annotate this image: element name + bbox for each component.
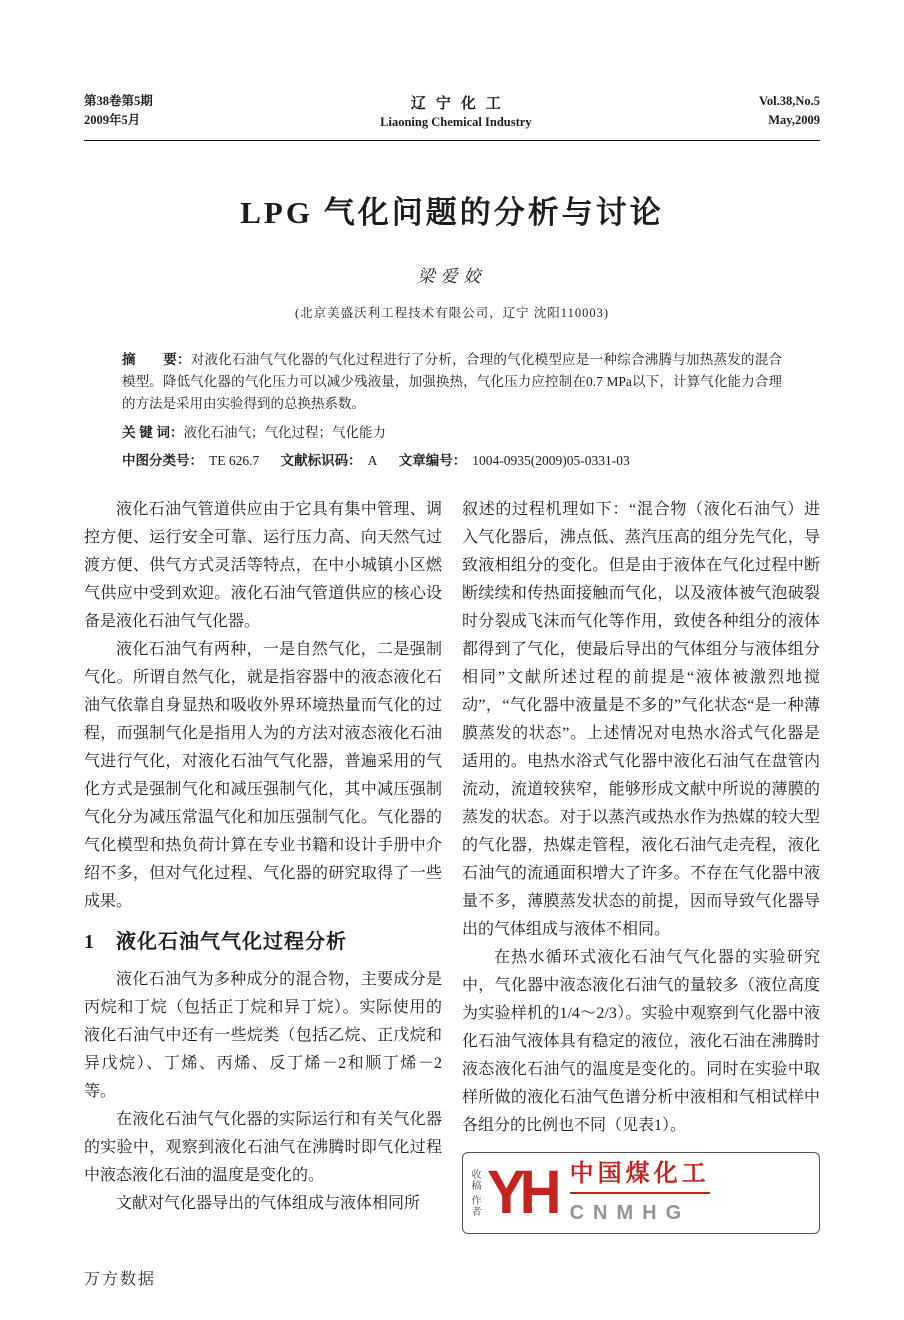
abstract-label: 摘 要： bbox=[122, 351, 191, 367]
left-column bbox=[84, 496, 442, 1234]
abstract-paragraph bbox=[122, 349, 782, 416]
body-paragraph: 液化石油气管道供应由于它具有集中管理、调控方便、运行安全可靠、运行压力高、向天然气过渡方便、供气方式灵活等特点，在中小城镇小区燃气供应中受到欢迎。液化石油气管道供应的核心设备是液化石油气气化器。 bbox=[84, 501, 442, 631]
clc-value: TE 626.7 bbox=[209, 452, 260, 468]
volume-issue-en: Vol.38,No.5 bbox=[758, 94, 820, 108]
cnmhg-logo-icon: YH bbox=[487, 1158, 556, 1227]
volume-issue-cn: 第38卷第5期 bbox=[84, 94, 153, 108]
body-paragraph: 文献对气化器导出的气体组成与液体相同所 bbox=[116, 1195, 421, 1213]
author-affiliation: (北京美盛沃利工程技术有限公司，辽宁 沈阳110003) bbox=[295, 305, 609, 320]
cnmhg-brand-cn: 中国煤化工 bbox=[570, 1160, 710, 1194]
wanfang-watermark: 万方数据 bbox=[84, 1271, 157, 1288]
journal-name-cn: 辽宁化工 bbox=[410, 96, 511, 112]
section-heading-1: 1 液化石油气气化过程分析 bbox=[84, 931, 347, 954]
header-rule bbox=[84, 140, 820, 141]
journal-name-en: Liaoning Chemical Industry bbox=[380, 115, 532, 129]
body-columns bbox=[84, 496, 820, 1234]
journal-header bbox=[84, 92, 820, 131]
author-name: 梁爱姣 bbox=[417, 266, 487, 286]
keywords-label: 关 键 词： bbox=[122, 424, 184, 440]
paper-title: LPG 气化问题的分析与讨论 bbox=[240, 194, 664, 230]
date-cn: 2009年5月 bbox=[84, 113, 141, 128]
doc-code-value: A bbox=[367, 452, 378, 468]
cnmhg-brand-en: CNMHG bbox=[569, 1201, 691, 1224]
abstract-text: 对液化石油气气化器的气化过程进行了分析，合理的气化模型应是一种综合沸腾与加热蒸发的混合模型。降低气化器的气化压力可以减少残液量，加强换热，气化压力应控制在0.7 MPa以下，计算气化能力合理的方法是采用由实验得到的总换热系数。 bbox=[122, 351, 783, 412]
body-paragraph: 在液化石油气气化器的实际运行和有关气化器的实验中，观察到液化石油气在沸腾时即气化过程中液态液化石油的温度是变化的。 bbox=[84, 1111, 442, 1185]
body-paragraph: 在热水循环式液化石油气气化器的实验研究中，气化器中液态液化石油气的量较多（液位高度为实验样机的1/4～2/3）。实验中观察到气化器中液化石油气液体具有稳定的液位，液化石油在沸腾时液态液化石油气的温度是变化的。同时在实验中取样所做的液化石油气色谱分析中液相和气相试样中各组分的比例也不同（见表1）。 bbox=[462, 949, 820, 1135]
date-en: May,2009 bbox=[768, 113, 820, 128]
received-label: 收稿 bbox=[469, 1169, 480, 1192]
body-paragraph: 液化石油气为多种成分的混合物，主要成分是丙烷和丁烷（包括正丁烷和异丁烷）。实际使用的液化石油气中还有一些烷类（包括乙烷、正戊烷和异戊烷）、丁烯、丙烯、反丁烯－2和顺丁烯－2等。 bbox=[84, 971, 442, 1101]
cnmhg-logo-box bbox=[462, 1152, 820, 1234]
header-volume-issue-cn bbox=[84, 92, 153, 131]
abstract-block bbox=[84, 349, 820, 472]
body-paragraph: 叙述的过程机理如下：“混合物（液化石油气）进入气化器后，沸点低、蒸汽压高的组分先气化，导致液相组分的变化。但是由于液体在气化过程中断断续续和传热面接触而气化，以及液体被气泡破裂时分裂成飞沫而气化等作用，致使各种组分的液体都得到了气化，使最后导出的气体组分与液体组分相同”文献所述过程的前提是“液体被激烈地搅动”，“气化器中液量是不多的”气化状态“是一种薄膜蒸发的状态”。上述情况对电热水浴式气化器是适用的。电热水浴式气化器中液化石油气在盘管内流动，流道较狭窄，能够形成文献中所说的薄膜的蒸发的状态。对于以蒸汽或热水作为热媒的较大型的气化器，热媒走管程，液化石油气走壳程，液化石油气的流通面积增大了许多。不存在气化器中液量不多，薄膜蒸发状态的前提，因而导致气化器导出的气体组成与液体不相同。 bbox=[462, 501, 820, 939]
body-paragraph: 液化石油气有两种，一是自然气化，二是强制气化。所谓自然气化，就是指容器中的液态液化石油气依靠自身显热和吸收外界环境热量而气化的过程，而强制气化是指用人为的方法对液态液化石油气进行气化，对液化石油气气化器，普遍采用的气化方式是强制气化和减压强制气化，其中减压强制气化分为减压常温气化和加压强制气化。气化器的气化模型和热负荷计算在专业书籍和设计手册中介绍不多，但对气化过程、气化器的研究取得了一些成果。 bbox=[84, 641, 442, 911]
clc-label: 中图分类号： bbox=[122, 452, 203, 468]
cnmhg-brand-block bbox=[570, 1160, 710, 1227]
article-id-value: 1004-0935(2009)05-0331-03 bbox=[472, 452, 630, 468]
classification-line bbox=[122, 450, 782, 472]
right-column bbox=[462, 496, 820, 1234]
keywords-text: 液化石油气；气化过程；气化能力 bbox=[183, 424, 387, 440]
journal-name-block bbox=[380, 92, 531, 130]
header-volume-issue-en bbox=[759, 92, 820, 131]
article-id-label: 文章编号： bbox=[398, 452, 467, 468]
author-label: 作者 bbox=[469, 1195, 480, 1218]
keywords-line bbox=[122, 422, 782, 444]
footnote-vertical-labels bbox=[469, 1169, 479, 1217]
doc-code-label: 文献标识码： bbox=[280, 452, 362, 468]
